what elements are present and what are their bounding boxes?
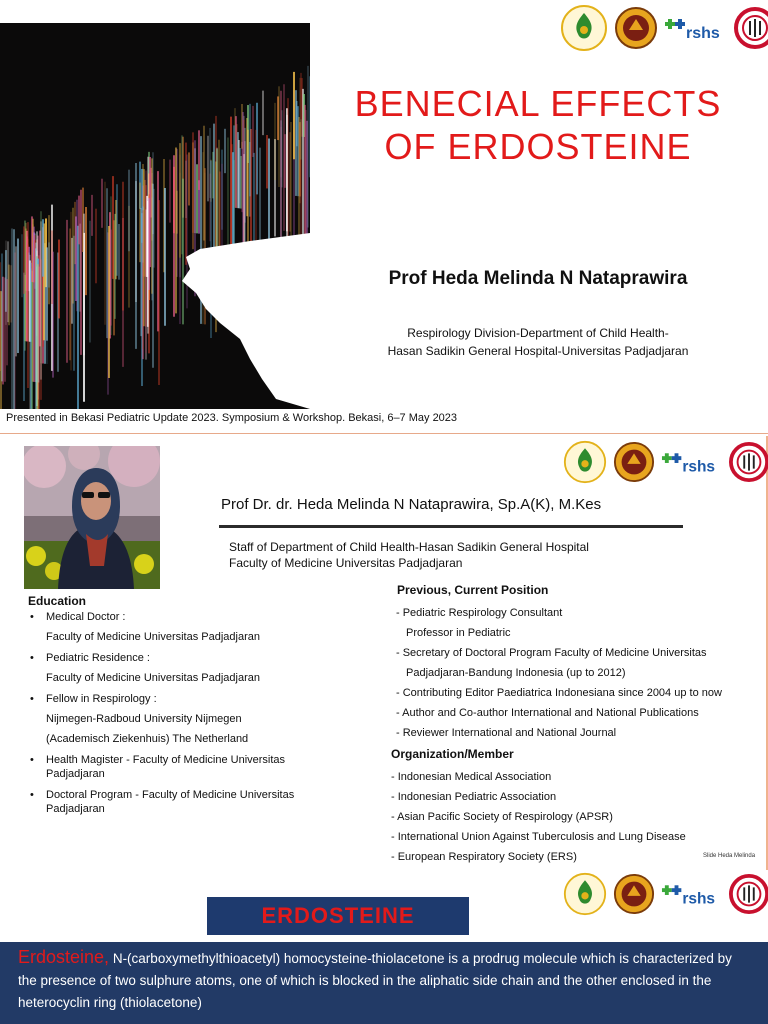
position-item: Professor in Pediatric (406, 627, 511, 639)
staff-line-2: Faculty of Medicine Universitas Padjadjaran (229, 556, 463, 570)
rshs-logo (664, 13, 728, 43)
education-item-title: Medical Doctor : (46, 611, 126, 623)
title-slide (0, 0, 768, 434)
education-item-title: Fellow in Respirology : (46, 693, 157, 705)
title-line-1: BENECIAL EFFECTS (354, 83, 722, 124)
pediatric-society-logo (563, 440, 607, 484)
slide-credit: Slide Heda Melinda (703, 853, 756, 859)
bullet-icon: • (30, 693, 34, 705)
rshs-logo (661, 447, 723, 477)
profile-name: Prof Dr. dr. Heda Melinda N Nataprawira, Sp.A(K), M.Kes (221, 496, 602, 513)
affiliation-line-2: Hasan Sadikin General Hospital-Universitas Padjadjaran (387, 344, 689, 358)
organization-item: - Indonesian Medical Association (391, 771, 552, 783)
title-line-2: OF ERDOSTEINE (384, 126, 692, 167)
rshs-logo (661, 879, 723, 909)
education-item (28, 753, 328, 781)
presenter-affiliation (318, 324, 758, 360)
name-underline (219, 525, 683, 528)
presentation-footer: Presented in Bekasi Pediatric Update 2023. Symposium & Workshop. Bekasi, 6–7 May 2023 (6, 412, 458, 424)
education-item (28, 610, 328, 644)
education-item-detail: Faculty of Medicine Universitas Padjadjaran (46, 672, 260, 684)
definition-term: Erdosteine, (18, 947, 110, 967)
presenter-name: Prof Heda Melinda N Nataprawira (388, 268, 688, 289)
education-list (28, 610, 328, 823)
slide1-logo-strip (560, 4, 768, 52)
organization-item: - International Union Against Tuberculosis and Lung Disease (391, 831, 686, 843)
profile-slide (0, 436, 768, 870)
slide-divider (0, 433, 768, 434)
position-item: - Pediatric Respirology Consultant (396, 607, 563, 619)
education-item-detail: (Academisch Ziekenhuis) The Netherland (46, 733, 249, 745)
slide3-logo-strip (563, 872, 768, 916)
organization-item: - Indonesian Pediatric Association (391, 791, 557, 803)
education-item (28, 651, 328, 685)
bullet-icon: • (30, 652, 34, 664)
svg-text:rshs: rshs (682, 890, 716, 908)
svg-text:rshs: rshs (682, 458, 716, 476)
idai-logo (729, 442, 768, 482)
organization-item: - Asian Pacific Society of Respirology (APSR) (391, 811, 613, 823)
presentation-title (318, 82, 758, 168)
erdosteine-definition (0, 942, 768, 1024)
organization-list (391, 767, 751, 867)
pediatric-society-logo (560, 4, 608, 52)
pediatric-society-logo (563, 872, 607, 916)
abstract-spectrum-artwork (0, 23, 310, 409)
bullet-icon: • (30, 611, 34, 623)
bullet-icon: • (30, 754, 34, 766)
education-item-detail: Nijmegen-Radboud University Nijmegen (46, 713, 242, 725)
idai-logo (734, 7, 768, 49)
slide2-logo-strip (563, 440, 768, 484)
education-item (28, 692, 328, 746)
position-item: Padjadjaran-Bandung Indonesia (up to 2012) (406, 667, 626, 679)
education-item-title: Doctoral Program - Faculty of Medicine Universitas Padjadjaran (46, 789, 295, 815)
position-item: - Author and Co-author International and National Publications (396, 707, 699, 719)
positions-list (396, 603, 756, 743)
organization-heading: Organization/Member (391, 747, 514, 761)
education-item-detail: Faculty of Medicine Universitas Padjadjaran (46, 631, 260, 643)
education-item-title: Pediatric Residence : (46, 652, 150, 664)
education-item (28, 788, 328, 816)
erdosteine-slide (0, 872, 768, 1024)
erdosteine-heading: ERDOSTEINE (207, 897, 469, 935)
organization-item: - European Respiratory Society (ERS) (391, 851, 577, 863)
staff-line-1: Staff of Department of Child Health-Hasan Sadikin General Hospital (229, 540, 589, 554)
idai-logo (729, 874, 768, 914)
unpad-logo (613, 441, 655, 483)
presenter-photo (24, 446, 160, 589)
unpad-logo (614, 6, 658, 50)
position-item: - Reviewer International and National Journal (396, 727, 617, 739)
positions-heading: Previous, Current Position (397, 583, 549, 597)
position-item: - Secretary of Doctoral Program Faculty of Medicine Universitas (396, 647, 707, 659)
svg-text:rshs: rshs (686, 25, 720, 42)
position-item: - Contributing Editor Paediatrica Indonesiana since 2004 up to now (396, 687, 722, 699)
staff-affiliation (229, 539, 589, 571)
bullet-icon: • (30, 789, 34, 801)
unpad-logo (613, 873, 655, 915)
definition-text: N-(carboxymethylthioacetyl) homocysteine-thiolacetone is a prodrug molecule which is characterized by the presence of two sulphure atoms, one of which is blocked in the aliphatic side chain and the other enclosed in the heterocyclin ring (thiolacetone) (18, 951, 732, 1010)
education-item-title: Health Magister - Faculty of Medicine Universitas Padjadjaran (46, 754, 286, 780)
education-heading: Education (28, 594, 87, 608)
affiliation-line-1: Respirology Division-Department of Child Health- (407, 326, 669, 340)
